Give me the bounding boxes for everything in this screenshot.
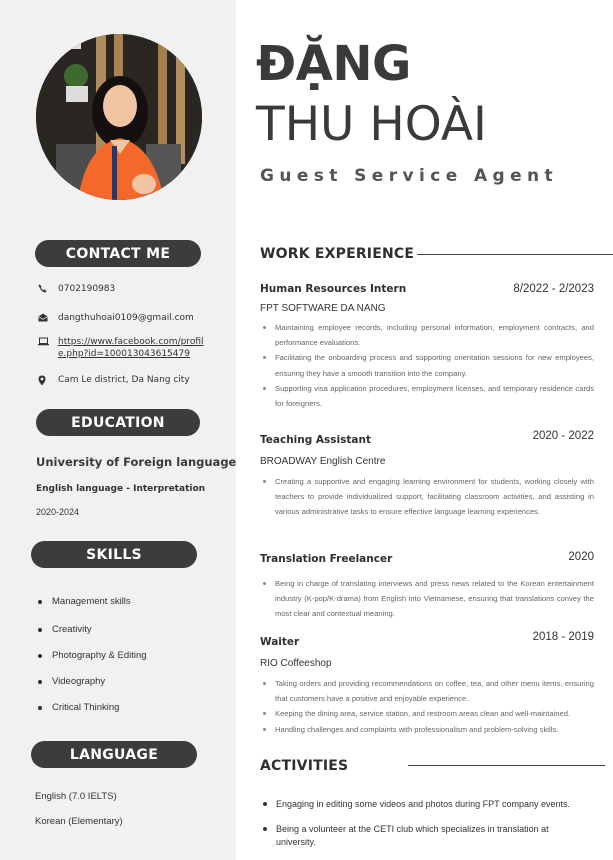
name-line-2: THU HOÀI: [256, 97, 487, 152]
job-title: Guest Service Agent: [260, 166, 559, 186]
bullet-item: Facilitating the onboarding process and supporting orientation sessions for new employees, ensuring they have a smooth transition into the company.: [262, 350, 594, 380]
laptop-icon: [36, 336, 58, 346]
language-heading: LANGUAGE: [31, 741, 197, 768]
skill-item: Creativity: [38, 624, 92, 635]
education-heading: EDUCATION: [36, 409, 200, 436]
bullet-item: Being in charge of translating interviews and press news related to the Korean entertainment industry (K-pop/K-drama) from English into Vietnamese, ensuring that translations convey the most clear and contextual meaning.: [262, 576, 594, 622]
contact-phone: [36, 283, 115, 295]
bullet-item: Maintaining employee records, including personal information, employment contracts, and performance evaluations.: [262, 320, 594, 350]
name-line-1: ĐẶNG: [256, 36, 411, 92]
activity-item: Being a volunteer at the CETI club which specializes in translation at university.: [263, 823, 583, 849]
divider: [417, 254, 613, 255]
contact-email: [36, 312, 194, 324]
job-2-bullets: [262, 474, 594, 520]
education-major: English language - Interpretation: [36, 484, 206, 494]
divider: [408, 765, 605, 766]
bullet-item: Handling challenges and complaints with professionalism and problem-solving skills.: [262, 722, 594, 737]
skills-heading: SKILLS: [31, 541, 197, 568]
bullet-item: Creating a supportive and engaging learning environment for students, working closely with teachers to provide individualized support, facilitating classroom activities, and assisting in various administrative tasks to ensure effective language learning experiences.: [262, 474, 594, 520]
bullet-item: Taking orders and providing recommendations on coffee, tea, and other menu items, ensuring that customers have a positive and enjoyable experience.: [262, 676, 594, 706]
education-years: 2020-2024: [36, 507, 80, 517]
education-school: University of Foreign language: [36, 455, 237, 469]
skill-item: Critical Thinking: [38, 702, 119, 713]
job-4-bullets: [262, 676, 594, 737]
job-2-org: BROADWAY English Centre: [260, 456, 386, 467]
phone-number: 0702190983: [58, 284, 116, 294]
email-address[interactable]: dangthuhoai0109@gmail.com: [58, 313, 194, 323]
email-icon: [36, 312, 58, 322]
job-3-title: Translation Freelancer: [260, 553, 393, 565]
contact-address: [36, 374, 190, 386]
job-4-date: 2018 - 2019: [532, 631, 594, 643]
job-4-title: Waiter: [260, 636, 300, 648]
profile-photo: [36, 34, 202, 200]
job-1-title: Human Resources Intern: [260, 283, 407, 295]
facebook-link[interactable]: https://www.facebook.com/profile.php?id=100013043615479: [58, 337, 204, 359]
address: Cam Le district, Da Nang city: [58, 375, 190, 385]
job-1-date: 8/2022 - 2/2023: [513, 283, 594, 295]
skill-item: Photography & Editing: [38, 650, 147, 661]
skill-item: Videography: [38, 676, 105, 687]
job-4-org: RIO Coffeeshop: [260, 658, 332, 669]
bullet-item: Supporting visa application procedures, employment licenses, and temporary residence cards for foreigners.: [262, 381, 594, 411]
job-1-bullets: [262, 320, 594, 411]
job-1-org: FPT SOFTWARE DA NANG: [260, 303, 386, 314]
phone-icon: [36, 283, 58, 293]
contact-heading: CONTACT ME: [35, 240, 201, 267]
job-3-date: 2020: [568, 551, 594, 563]
location-pin-icon: [36, 374, 58, 386]
work-experience-heading: WORK EXPERIENCE: [260, 246, 415, 262]
bullet-item: Keeping the dining area, service station, and restroom areas clean and well-maintained.: [262, 706, 594, 721]
contact-facebook: [36, 336, 210, 360]
job-3-bullets: [262, 576, 594, 622]
language-item: Korean (Elementary): [35, 816, 123, 827]
language-item: English (7.0 IELTS): [35, 791, 117, 802]
activity-item: Engaging in editing some videos and photos during FPT company events.: [263, 798, 583, 811]
activities-heading: ACTIVITIES: [260, 758, 349, 774]
job-2-title: Teaching Assistant: [260, 434, 371, 446]
skill-item: Management skills: [38, 596, 131, 607]
job-2-date: 2020 - 2022: [532, 430, 594, 442]
